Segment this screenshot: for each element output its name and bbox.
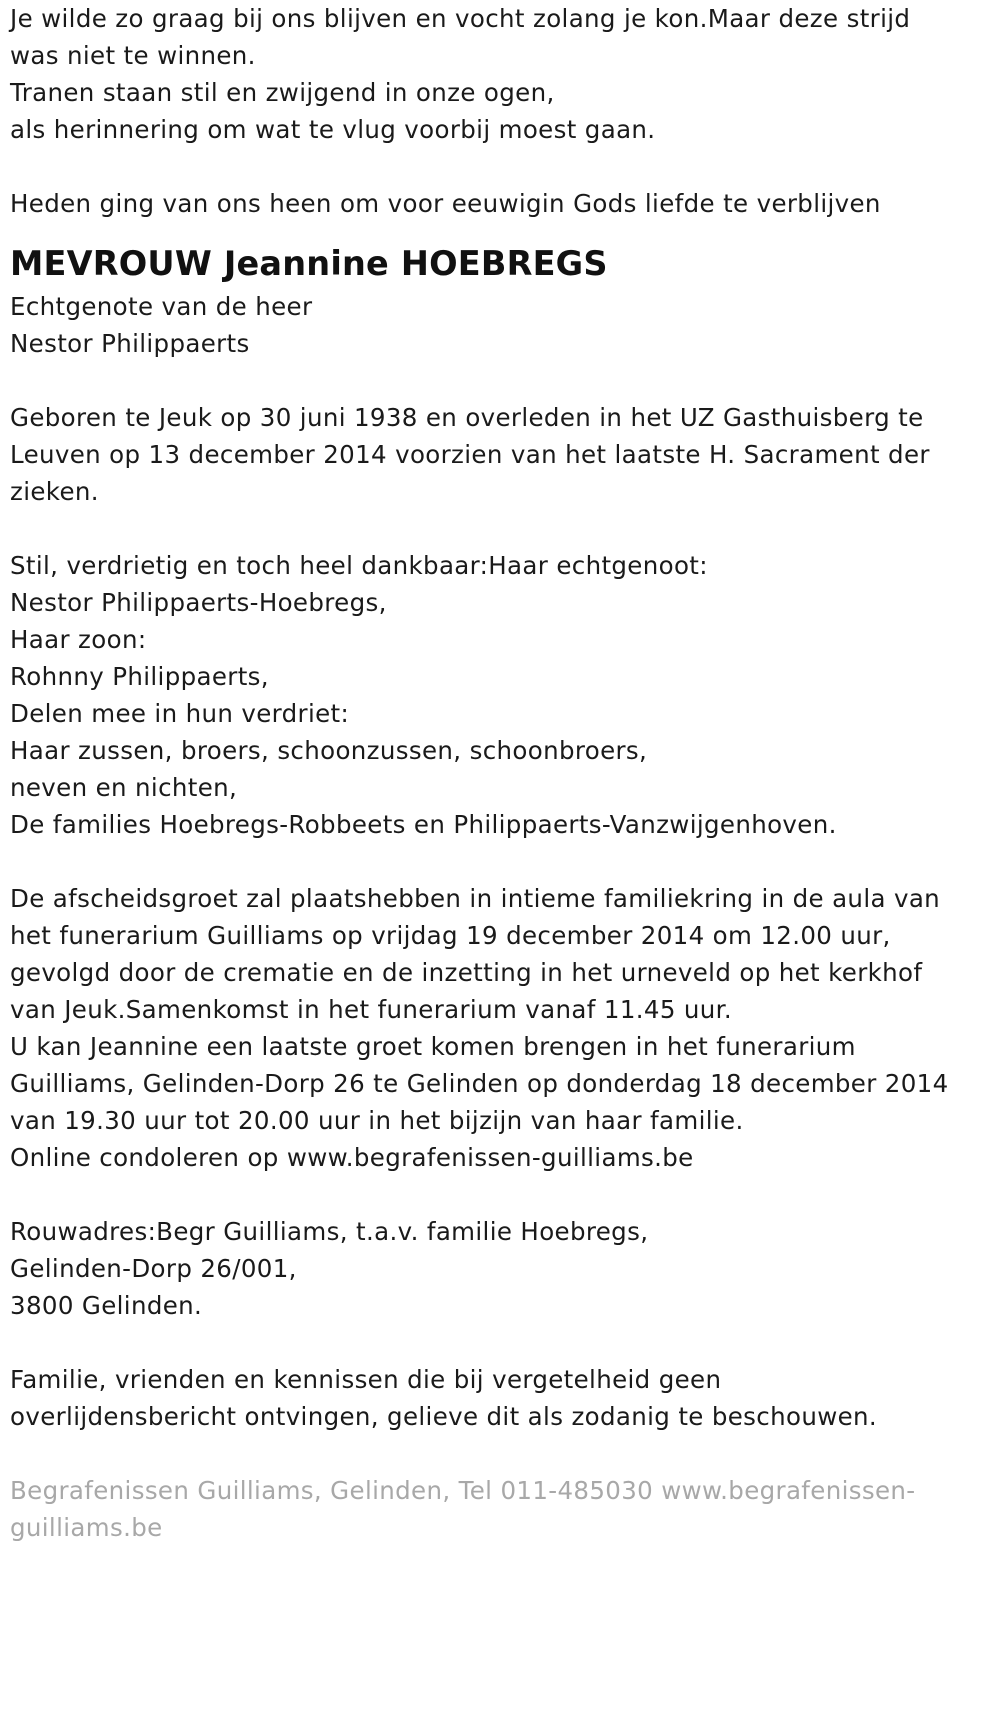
poem-line: was niet te winnen. [10, 41, 256, 70]
family-line: De families Hoebregs-Robbeets en Philippaerts-Vanzwijgenhoven. [10, 810, 837, 839]
intro-poem [10, 0, 915, 148]
spacer [10, 1176, 915, 1213]
family-line: Haar zoon: [10, 625, 147, 654]
poem-line: Je wilde zo graag bij ons blijven en vocht zolang je kon.Maar deze strijd [10, 4, 911, 33]
obituary-document [10, 0, 949, 1546]
spacer [10, 362, 915, 399]
spacer [10, 843, 915, 880]
address-line: 3800 Gelinden. [10, 1291, 203, 1320]
birth-death-line: Geboren te Jeuk op 30 juni 1938 en overleden in het UZ Gasthuisberg te [10, 403, 924, 432]
address-line: Gelinden-Dorp 26/001, [10, 1254, 297, 1283]
spacer [10, 148, 915, 185]
ceremony-block [10, 880, 949, 1176]
poem-line: Tranen staan stil en zwijgend in onze ogen, [10, 78, 555, 107]
birth-death-block [10, 399, 930, 510]
footer-line: guilliams.be [10, 1513, 163, 1542]
relation-line: Nestor Philippaerts [10, 329, 250, 358]
mourning-address-block [10, 1213, 915, 1324]
spacer [10, 510, 915, 547]
ceremony-line: Guilliams, Gelinden-Dorp 26 te Gelinden op donderdag 18 december 2014 [10, 1069, 949, 1098]
ceremony-line: van 19.30 uur tot 20.00 uur in het bijzijn van haar familie. [10, 1106, 744, 1135]
birth-death-line: zieken. [10, 477, 99, 506]
poem-line: als herinnering om wat te vlug voorbij moest gaan. [10, 115, 656, 144]
family-line: neven en nichten, [10, 773, 238, 802]
footer-line: Begrafenissen Guilliams, Gelinden, Tel 011-485030 www.begrafenissen- [10, 1476, 916, 1505]
ceremony-line: van Jeuk.Samenkomst in het funerarium vanaf 11.45 uur. [10, 995, 732, 1024]
departure-line: Heden ging van ons heen om voor eeuwigin Gods liefde te verblijven [10, 189, 881, 218]
notice-line: overlijdensbericht ontvingen, gelieve dit als zodanig te beschouwen. [10, 1402, 878, 1431]
notice-block [10, 1361, 915, 1435]
funeral-home-footer [10, 1472, 915, 1546]
deceased-name: MEVROUW Jeannine HOEBREGS [10, 244, 608, 283]
family-line: Delen mee in hun verdriet: [10, 699, 350, 728]
ceremony-line: De afscheidsgroet zal plaatshebben in intieme familiekring in de aula van [10, 884, 941, 913]
ceremony-line: U kan Jeannine een laatste groet komen brengen in het funerarium [10, 1032, 856, 1061]
relation-block [10, 288, 915, 362]
family-line: Rohnny Philippaerts, [10, 662, 269, 691]
family-line: Nestor Philippaerts-Hoebregs, [10, 588, 387, 617]
ceremony-line: het funerarium Guilliams op vrijdag 19 december 2014 om 12.00 uur, [10, 921, 891, 950]
spacer [10, 1324, 915, 1361]
ceremony-line: gevolgd door de crematie en de inzetting in het urneveld op het kerkhof [10, 958, 923, 987]
address-line: Rouwadres:Begr Guilliams, t.a.v. familie Hoebregs, [10, 1217, 649, 1246]
notice-line: Familie, vrienden en kennissen die bij vergetelheid geen [10, 1365, 722, 1394]
family-line: Haar zussen, broers, schoonzussen, schoonbroers, [10, 736, 648, 765]
family-block [10, 547, 915, 843]
birth-death-line: Leuven op 13 december 2014 voorzien van het laatste H. Sacrament der [10, 440, 930, 469]
family-line: Stil, verdrietig en toch heel dankbaar:Haar echtgenoot: [10, 551, 708, 580]
condolence-line: Online condoleren op www.begrafenissen-guilliams.be [10, 1143, 694, 1172]
relation-line: Echtgenote van de heer [10, 292, 313, 321]
spacer [10, 1435, 915, 1472]
